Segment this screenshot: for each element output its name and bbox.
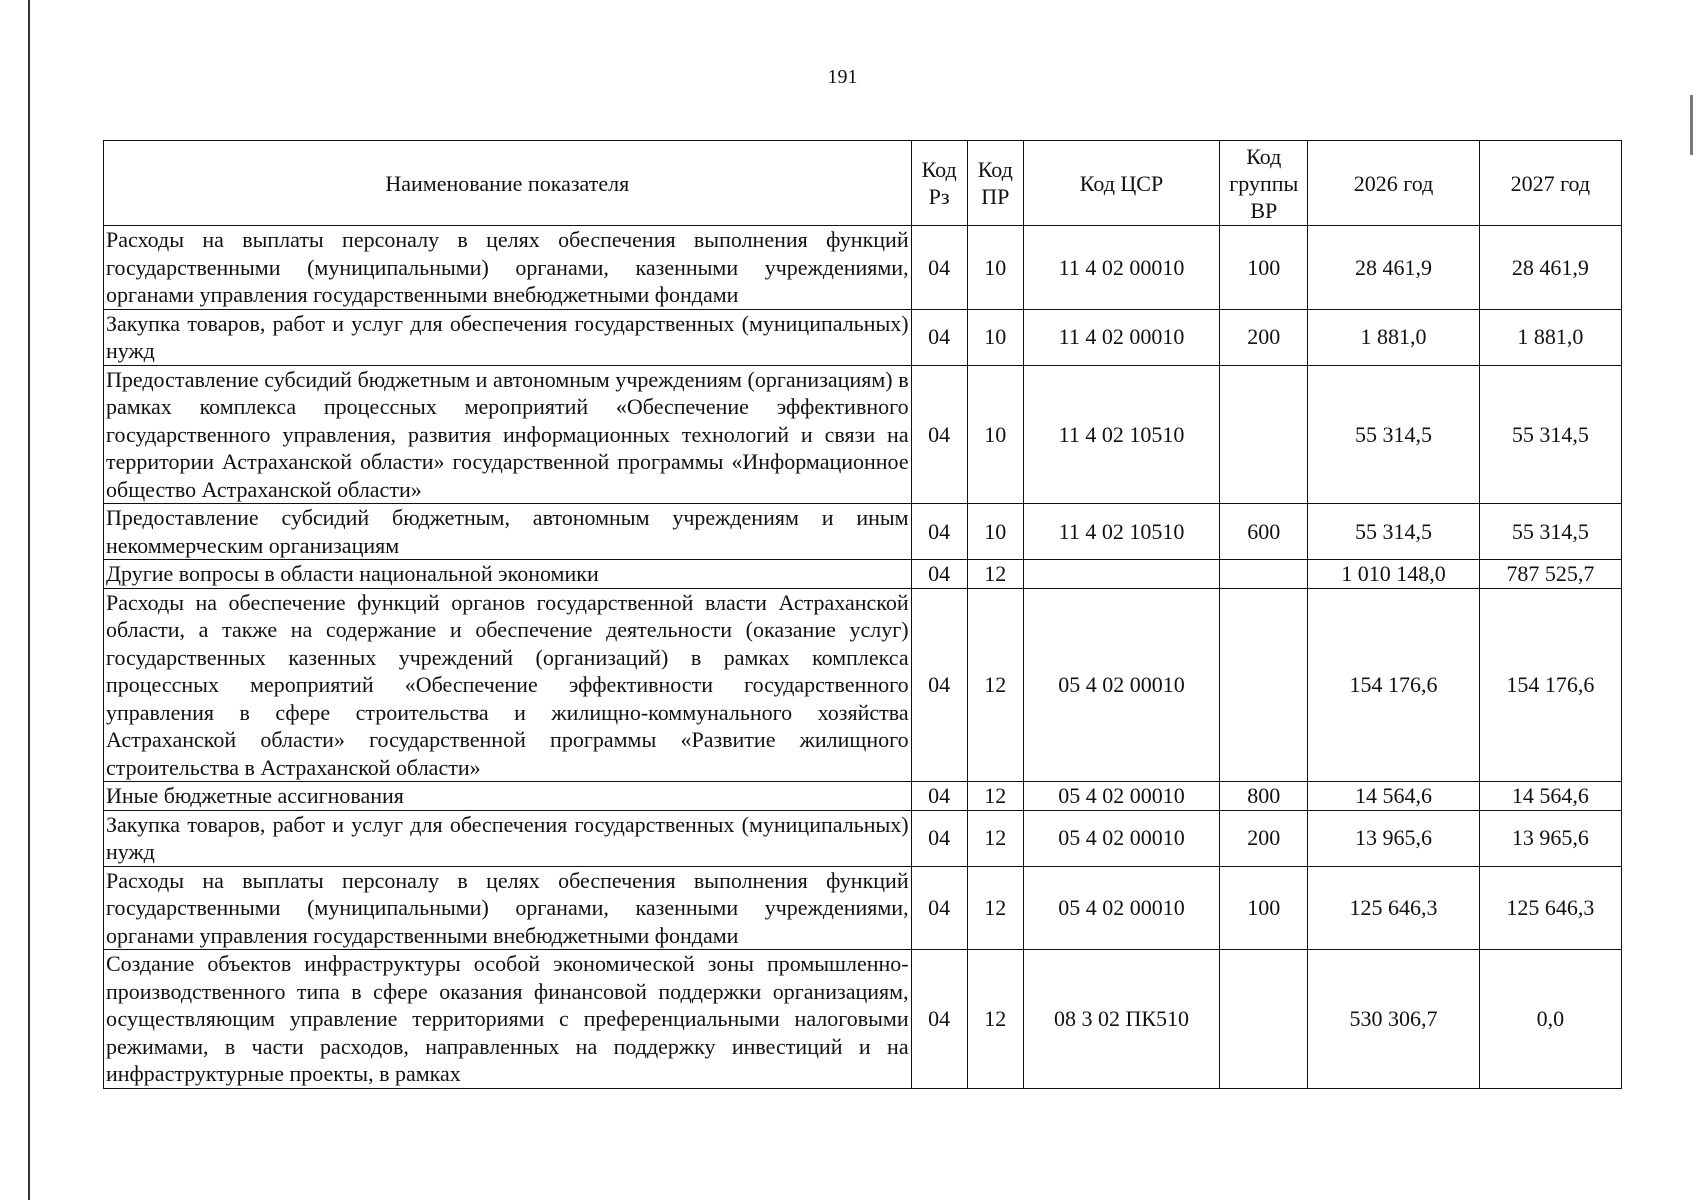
table-row [104,810,1622,866]
row-code-pr: 12 [967,950,1023,1089]
row-code-vr [1220,365,1308,504]
row-value-2027: 787 525,7 [1479,560,1621,589]
table-row [104,309,1622,365]
row-code-csr: 05 4 02 00010 [1023,782,1219,811]
row-name: Другие вопросы в области национальной экономики [104,560,912,589]
row-name: Закупка товаров, работ и услуг для обеспечения государственных (муниципальных) нужд [104,309,912,365]
row-code-vr: 200 [1220,810,1308,866]
row-value-2026: 28 461,9 [1308,226,1479,310]
row-value-2026: 1 010 148,0 [1308,560,1479,589]
row-code-csr: 05 4 02 00010 [1023,866,1219,950]
header-vr: Код группы ВР [1220,141,1308,226]
row-value-2027: 154 176,6 [1479,588,1621,782]
row-code-pr: 12 [967,560,1023,589]
table-row [104,365,1622,504]
row-code-rz: 04 [911,950,967,1089]
row-code-vr: 800 [1220,782,1308,811]
page-number: 191 [827,66,858,88]
row-code-csr: 05 4 02 00010 [1023,810,1219,866]
row-value-2027: 1 881,0 [1479,309,1621,365]
row-code-vr: 100 [1220,226,1308,310]
row-value-2027: 28 461,9 [1479,226,1621,310]
table-row [104,226,1622,310]
header-name: Наименование показателя [104,141,912,226]
row-code-pr: 12 [967,782,1023,811]
row-code-pr: 12 [967,866,1023,950]
row-value-2026: 530 306,7 [1308,950,1479,1089]
row-name: Предоставление субсидий бюджетным и автономным учреждениям (организациям) в рамках комплекса процессных мероприятий «Обеспечение эффективного государственного управления, развития информационных технологий и связи на территории Астраханской области» государственной программы «Информационное общество Астраханской области» [104,365,912,504]
row-code-csr: 05 4 02 00010 [1023,588,1219,782]
row-code-vr: 100 [1220,866,1308,950]
row-code-pr: 12 [967,810,1023,866]
row-name: Расходы на выплаты персоналу в целях обеспечения выполнения функций государственными (муниципальными) органами, казенными учреждениями, органами управления государственными внебюджетными фондами [104,866,912,950]
row-name: Расходы на обеспечение функций органов государственной власти Астраханской области, а также на содержание и обеспечение деятельности (оказание услуг) государственных казенных учреждений (организаций) в рамках комплекса процессных мероприятий «Обеспечение эффективности государственного управления в сфере строительства и жилищно-коммунального хозяйства Астраханской области» государственной программы «Развитие жилищного строительства в Астраханской области» [104,588,912,782]
row-code-vr [1220,560,1308,589]
table-header-row [104,141,1622,226]
row-value-2027: 0,0 [1479,950,1621,1089]
row-code-rz: 04 [911,560,967,589]
row-code-vr: 600 [1220,504,1308,560]
row-code-csr: 11 4 02 00010 [1023,309,1219,365]
row-name: Закупка товаров, работ и услуг для обеспечения государственных (муниципальных) нужд [104,810,912,866]
row-name: Предоставление субсидий бюджетным, автономным учреждениям и иным некоммерческим организациям [104,504,912,560]
row-code-rz: 04 [911,226,967,310]
row-value-2026: 13 965,6 [1308,810,1479,866]
row-code-csr: 11 4 02 10510 [1023,504,1219,560]
row-value-2027: 14 564,6 [1479,782,1621,811]
budget-table [103,140,1622,1089]
row-code-rz: 04 [911,810,967,866]
table-row [104,588,1622,782]
row-code-rz: 04 [911,309,967,365]
row-code-rz: 04 [911,365,967,504]
row-code-vr [1220,588,1308,782]
row-name: Расходы на выплаты персоналу в целях обеспечения выполнения функций государственными (муниципальными) органами, казенными учреждениями, органами управления государственными внебюджетными фондами [104,226,912,310]
row-value-2026: 14 564,6 [1308,782,1479,811]
row-value-2026: 55 314,5 [1308,365,1479,504]
row-value-2026: 1 881,0 [1308,309,1479,365]
row-value-2026: 125 646,3 [1308,866,1479,950]
row-code-pr: 10 [967,226,1023,310]
table-row [104,782,1622,811]
row-value-2026: 55 314,5 [1308,504,1479,560]
table-row [104,560,1622,589]
row-code-rz: 04 [911,782,967,811]
row-value-2027: 55 314,5 [1479,504,1621,560]
header-csr: Код ЦСР [1023,141,1219,226]
header-2026: 2026 год [1308,141,1479,226]
row-code-csr: 11 4 02 00010 [1023,226,1219,310]
row-value-2027: 125 646,3 [1479,866,1621,950]
table-row [104,504,1622,560]
row-name: Создание объектов инфраструктуры особой экономической зоны промышленно-производственного типа в сфере оказания финансовой поддержки организациям, осуществляющим управление территориями с преференциальными налоговыми режимами, в части расходов, направленных на поддержку инвестиций и на инфраструктурные проекты, в рамках [104,950,912,1089]
row-code-vr: 200 [1220,309,1308,365]
row-code-csr [1023,560,1219,589]
row-code-vr [1220,950,1308,1089]
row-code-pr: 10 [967,365,1023,504]
row-name: Иные бюджетные ассигнования [104,782,912,811]
row-code-rz: 04 [911,588,967,782]
row-code-csr: 11 4 02 10510 [1023,365,1219,504]
row-code-csr: 08 3 02 ПК510 [1023,950,1219,1089]
row-value-2026: 154 176,6 [1308,588,1479,782]
row-code-rz: 04 [911,866,967,950]
row-value-2027: 13 965,6 [1479,810,1621,866]
row-code-pr: 12 [967,588,1023,782]
scan-edge-mark [1690,95,1693,155]
table-row [104,950,1622,1089]
table-row [104,866,1622,950]
header-pr: Код ПР [967,141,1023,226]
row-code-pr: 10 [967,504,1023,560]
left-margin-rule [28,0,30,1200]
row-value-2027: 55 314,5 [1479,365,1621,504]
header-rz: Код Рз [911,141,967,226]
row-code-rz: 04 [911,504,967,560]
header-2027: 2027 год [1479,141,1621,226]
row-code-pr: 10 [967,309,1023,365]
